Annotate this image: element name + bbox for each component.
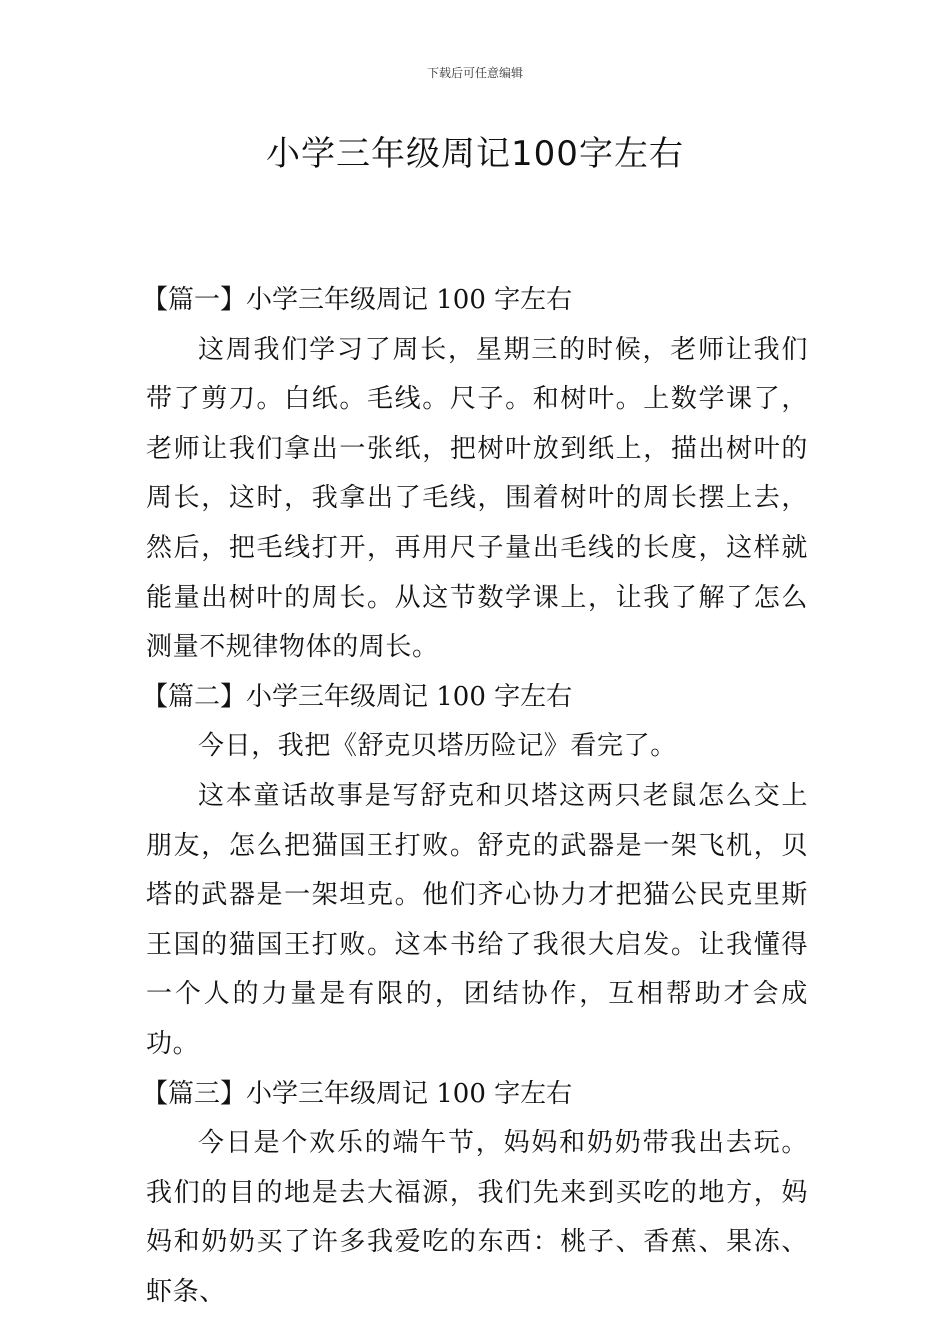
header-note: 下载后可任意编辑 (426, 66, 523, 80)
document-title: 小学三年级周记100字左右 (266, 134, 684, 174)
section-heading-1: 【篇一】小学三年级周记 100 字左右 (142, 285, 573, 315)
section-2-paragraph-1: 今日，我把《舒克贝塔历险记》看完了。 (198, 731, 677, 762)
section-1-paragraph-1: 这周我们学习了周长，星期三的时候，老师让我们带了剪刀。白纸。毛线。尺子。和树叶。上数学课了，老师让我们拿出一张纸，把树叶放到纸上，描出树叶的周长，这时，我拿出了毛线，围着树叶的周长摆上去，然后，把毛线打开，再用尺子量出毛线的长度，这样就能量出树叶的周长。从这节数学课上，让我了解了怎么测量不规律物体的周长。 (146, 334, 808, 663)
section-heading-2: 【篇二】小学三年级周记 100 字左右 (142, 681, 573, 712)
section-heading-3: 【篇三】小学三年级周记 100 字左右 (142, 1078, 573, 1109)
section-2-paragraph-2: 这本童话故事是写舒克和贝塔这两只老鼠怎么交上朋友，怎么把猫国王打败。舒克的武器是一架飞机，贝塔的武器是一架坦克。他们齐心协力才把猫公民克里斯王国的猫国王打败。这本书给了我很大启发。让我懂得一个人的力量是有限的，团结协作，互相帮助才会成功。 (146, 780, 808, 1059)
document-body (142, 276, 808, 1317)
section-3-paragraph-1: 今日是个欢乐的端午节，妈妈和奶奶带我出去玩。我们的目的地是去大福源，我们先来到买吃的地方，妈妈和奶奶买了许多我爱吃的东西：桃子、香蕉、果冻、虾条、 (146, 1128, 808, 1307)
